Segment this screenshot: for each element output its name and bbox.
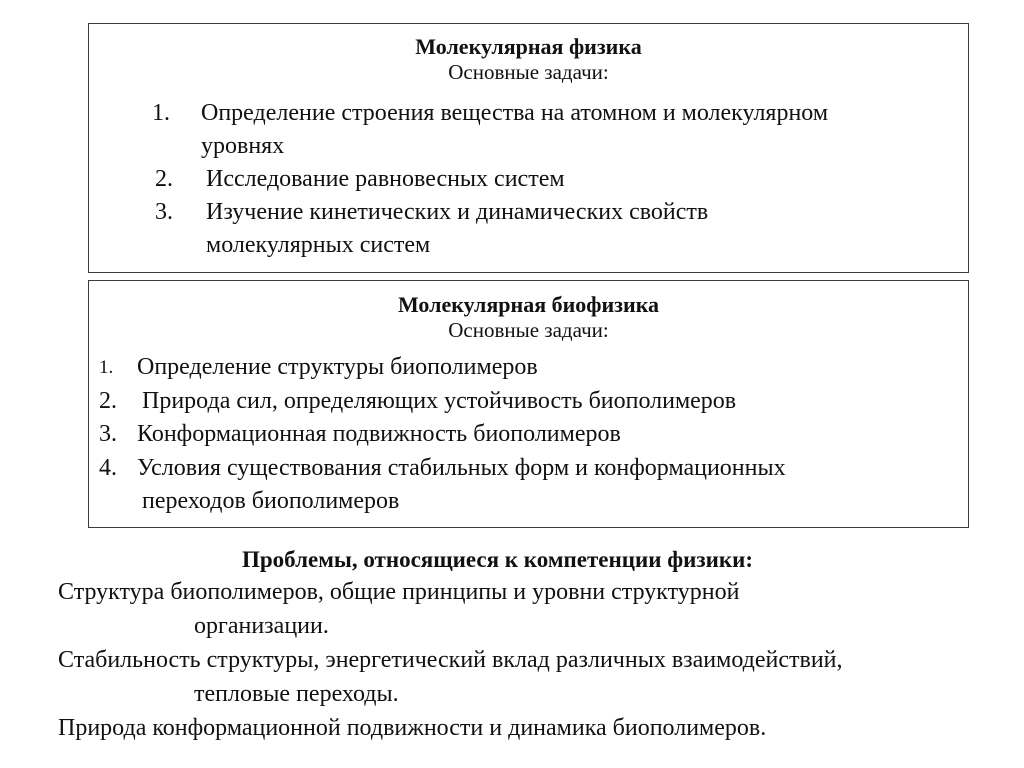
item-text-line1: Изучение кинетических и динамических свойств <box>206 199 709 225</box>
item-number: 2. <box>99 387 117 414</box>
molecular-physics-box <box>88 23 969 273</box>
paragraph-line2: тепловые переходы. <box>194 681 399 707</box>
item-text-line1: Определение структуры биополимеров <box>137 354 538 380</box>
paragraph-line1: Стабильность структуры, энергетический вклад различных взаимодействий, <box>58 647 843 673</box>
physics-problems-title: Проблемы, относящиеся к компетенции физики: <box>242 547 754 572</box>
item-number: 3. <box>99 421 117 447</box>
paragraph-line1: Природа конформационной подвижности и динамика биополимеров. <box>58 715 767 741</box>
molecular-biophysics-title: Молекулярная биофизика <box>397 292 660 317</box>
item-number: 1. <box>152 100 170 126</box>
item-text-line1: Исследование равновесных систем <box>206 166 565 192</box>
item-text-line1: Природа сил, определяющих устойчивость биополимеров <box>142 387 737 414</box>
molecular-physics-subtitle: Основные задачи: <box>448 60 609 84</box>
molecular-biophysics-task-list <box>89 351 968 519</box>
item-text-line2: молекулярных систем <box>206 232 431 258</box>
item-number: 2. <box>155 166 173 192</box>
paragraph-line1: Структура биополимеров, общие принципы и уровни структурной <box>58 579 740 605</box>
item-text-line1: Условия существования стабильных форм и конформационных <box>137 454 786 481</box>
molecular-physics-title: Молекулярная физика <box>415 34 642 59</box>
list-item <box>89 351 968 385</box>
problem-paragraph <box>58 575 1008 643</box>
item-number: 3. <box>155 199 173 225</box>
molecular-physics-task-list <box>89 97 968 262</box>
item-text-line2: уровнях <box>201 133 285 159</box>
item-number: 1. <box>99 357 114 378</box>
list-item <box>89 385 968 419</box>
list-item <box>89 418 968 452</box>
item-text-line2: переходов биополимеров <box>142 488 400 514</box>
problem-paragraph <box>58 643 1008 711</box>
paragraph-line2: организации. <box>194 613 329 639</box>
item-text-line1: Определение строения вещества на атомном и молекулярном <box>201 100 829 126</box>
physics-problems-section <box>0 545 1024 745</box>
molecular-biophysics-subtitle: Основные задачи: <box>448 318 609 342</box>
item-text-line1: Конформационная подвижность биополимеров <box>137 421 621 447</box>
item-number: 4. <box>99 454 117 481</box>
problem-paragraph <box>58 711 1008 745</box>
list-item <box>89 452 968 519</box>
list-item <box>89 196 968 262</box>
molecular-biophysics-box <box>88 280 969 528</box>
list-item <box>89 97 968 163</box>
list-item <box>89 163 968 196</box>
